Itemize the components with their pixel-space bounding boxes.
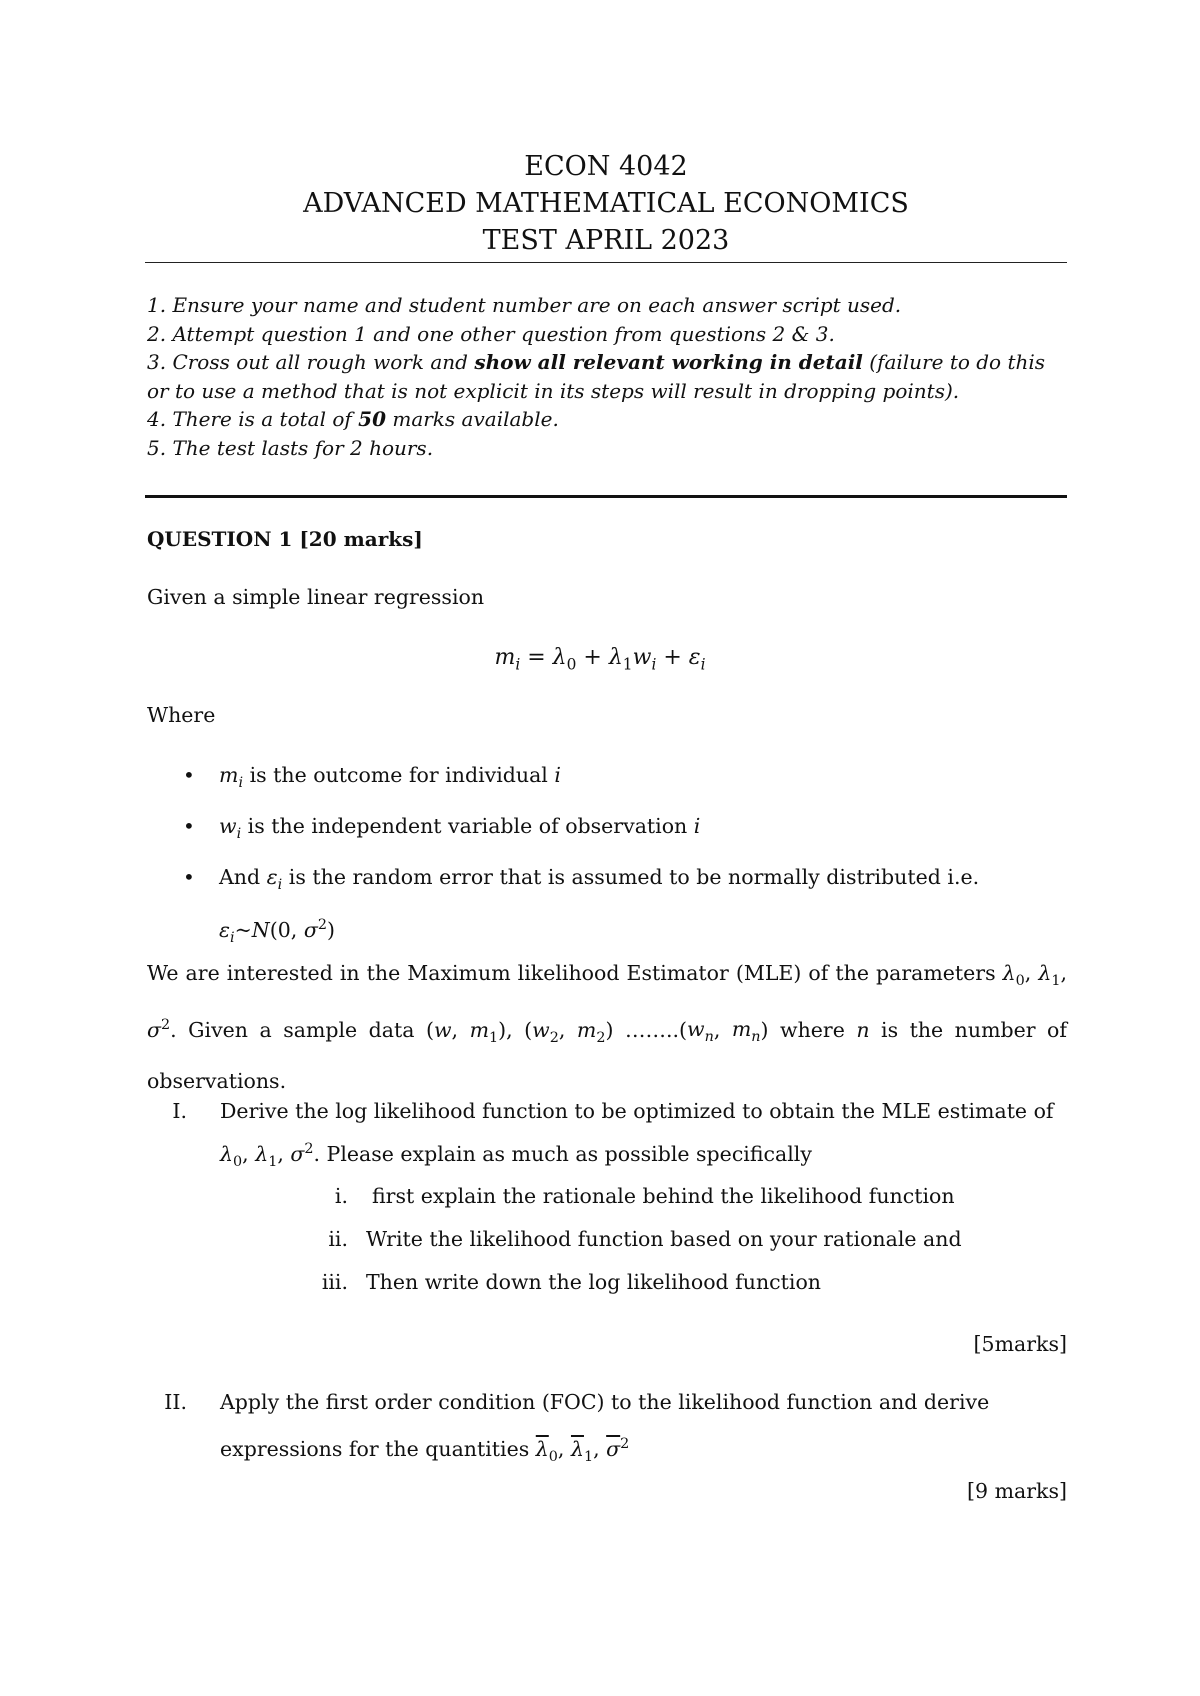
sub-i-text: first explain the rationale behind the likelihood function xyxy=(372,1184,955,1208)
exam-header xyxy=(145,148,1067,259)
sub-iii-numeral: iii. xyxy=(321,1270,348,1294)
instructions-divider xyxy=(145,495,1067,498)
regression-equation: $m_i = \lambda_0 + \lambda_1w_i + \varepsilon_i$ xyxy=(494,645,706,674)
sub-iii-text: Then write down the log likelihood function xyxy=(366,1270,821,1294)
bullet-icon: • xyxy=(183,814,195,839)
instruction-4: 4. There is a total of 50 marks available. xyxy=(147,407,559,431)
part-ii-text: Apply the first order condition (FOC) to the likelihood function and derive xyxy=(220,1390,990,1414)
instruction-5: 5. The test lasts for 2 hours. xyxy=(147,435,434,460)
part-ii-marks: [9 marks] xyxy=(967,1479,1067,1503)
part-i-text: Derive the log likelihood function to be optimized to obtain the MLE estimate of xyxy=(220,1099,1054,1123)
part-i-params: $\lambda_0$, $\lambda_1$, $\sigma^2$. Please explain as much as possible specifically xyxy=(220,1141,812,1170)
part-ii-numeral: II. xyxy=(164,1390,187,1414)
bullet-icon: • xyxy=(183,865,195,890)
instruction-3: 3. Cross out all rough work and show all relevant working in detail (failure to do this or to use a method that is not explicit in its steps will result in dropping points). xyxy=(147,350,1046,403)
question-1-intro: Given a simple linear regression xyxy=(147,585,485,609)
instructions xyxy=(147,291,1067,462)
bullet-icon: • xyxy=(183,763,195,787)
part-ii-quantities: expressions for the quantities $\overline{\lambda}_0$, $\overline{\lambda}_1$, $\overline{\sigma}^2$ xyxy=(220,1436,630,1465)
sub-ii-text: Write the likelihood function based on your rationale and xyxy=(366,1227,962,1251)
where-label: Where xyxy=(147,703,216,727)
course-title: ADVANCED MATHEMATICAL ECONOMICS xyxy=(303,188,909,219)
part-i-marks: [5marks] xyxy=(973,1332,1067,1356)
sub-ii-numeral: ii. xyxy=(328,1227,348,1251)
mle-paragraph: We are interested in the Maximum likelihood Estimator (MLE) of the parameters $\lambda_0$, $\lambda_1$, $\sigma^2$. Given a sample data (w, $m_1$), ($w_2$, $m_2$) $\dots\dots..(w_n$, $m_n$) where n is the number of observations. xyxy=(147,961,1067,1094)
part-i-numeral: I. xyxy=(172,1099,187,1123)
bullet-independent: • $w_i$ is the independent variable of observation i xyxy=(183,814,701,843)
test-name: TEST APRIL 2023 xyxy=(482,225,730,256)
question-1-title: QUESTION 1 [20 marks] xyxy=(147,527,423,551)
instruction-2: 2. Attempt question 1 and one other question from questions 2 & 3. xyxy=(147,321,835,346)
instruction-3-emphasis: show all relevant working in detail xyxy=(474,350,863,374)
bullet-error: • And $\varepsilon_i$ is the random error that is assumed to be normally distributed i.e. $\varepsilon_i\sim N(0$, $\sigma^2$) xyxy=(183,857,1067,958)
bullet-outcome: • $m_i$ is the outcome for individual i xyxy=(183,763,561,792)
instruction-4-marks: 50 xyxy=(358,407,386,431)
variable-definitions xyxy=(183,762,1067,975)
header-divider xyxy=(145,262,1067,263)
sub-i-numeral: i. xyxy=(334,1184,348,1208)
instruction-1: 1. Ensure your name and student number are on each answer script used. xyxy=(147,293,902,317)
course-code: ECON 4042 xyxy=(524,151,688,182)
